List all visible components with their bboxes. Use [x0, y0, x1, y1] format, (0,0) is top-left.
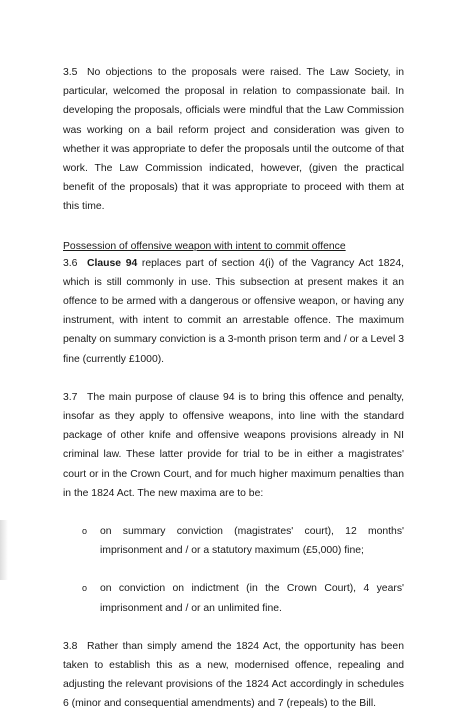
list-item-text: on summary conviction (magistrates' court), 12 months' imprisonment and / or a statutory maximum (£5,000) fine; — [100, 526, 404, 557]
list-item — [82, 579, 404, 617]
bullet-marker: o — [82, 583, 88, 594]
paragraph-gap — [63, 217, 404, 236]
list-item — [82, 522, 404, 560]
document-body — [63, 63, 404, 714]
section-heading: Possession of offensive weapon with intent to commit offence — [63, 240, 346, 252]
paragraph-number: 3.5 — [63, 67, 78, 78]
bullet-marker: o — [82, 526, 88, 537]
paragraph-3-6 — [63, 254, 404, 369]
list-gap — [63, 560, 404, 579]
paragraph-number: 3.6 — [63, 257, 78, 269]
paragraph-3-8 — [63, 637, 404, 714]
paragraph-gap — [63, 618, 404, 637]
paragraph-number: 3.7 — [63, 391, 78, 403]
paragraph-3-7 — [63, 388, 404, 503]
list-item-text: on conviction on indictment (in the Crown Court), 4 years' imprisonment and / or an unlimited fine. — [100, 583, 404, 614]
clause-reference: Clause 94 — [87, 257, 138, 269]
paragraph-gap — [63, 369, 404, 388]
penalty-list — [63, 522, 404, 618]
paragraph-3-5 — [63, 63, 404, 217]
scan-smudge — [0, 520, 8, 580]
paragraph-text: replaces part of section 4(i) of the Vagrancy Act 1824, which is still commonly in use. This subsection at present makes it an offence to be armed with a dangerous or offensive weapon, or having any instrument, with intent to commit an arrestable offence. The maximum penalty on summary conviction is a 3-month prison term and / or a Level 3 fine (currently £1000). — [63, 257, 404, 365]
paragraph-text: The main purpose of clause 94 is to bring this offence and penalty, insofar as they apply to offensive weapons, into line with the standard package of other knife and offensive weapons provisions already in NI criminal law. These latter provide for trial to be in either a magistrates' court or in the Crown Court, and for much higher maximum penalties than in the 1824 Act. The new maxima are to be: — [63, 391, 404, 499]
paragraph-text: Rather than simply amend the 1824 Act, the opportunity has been taken to establish this as a new, modernised offence, repealing and adjusting the relevant provisions of the 1824 Act accordingly in schedules 6 (minor and consequential amendments) and 7 (repeals) to the Bill. — [63, 640, 404, 710]
paragraph-number: 3.8 — [63, 640, 78, 652]
paragraph-text: No objections to the proposals were raised. The Law Society, in particular, welcomed the proposal in relation to compassionate bail. In developing the proposals, officials were mindful that the Law Commission was working on a bail reform project and consideration was given to whether it was appropriate to defer the proposals until the outcome of that work. The Law Commission indicated, however, (given the practical benefit of the proposals) that it was appropriate to proceed with them at this time. — [63, 67, 404, 213]
paragraph-gap — [63, 503, 404, 522]
